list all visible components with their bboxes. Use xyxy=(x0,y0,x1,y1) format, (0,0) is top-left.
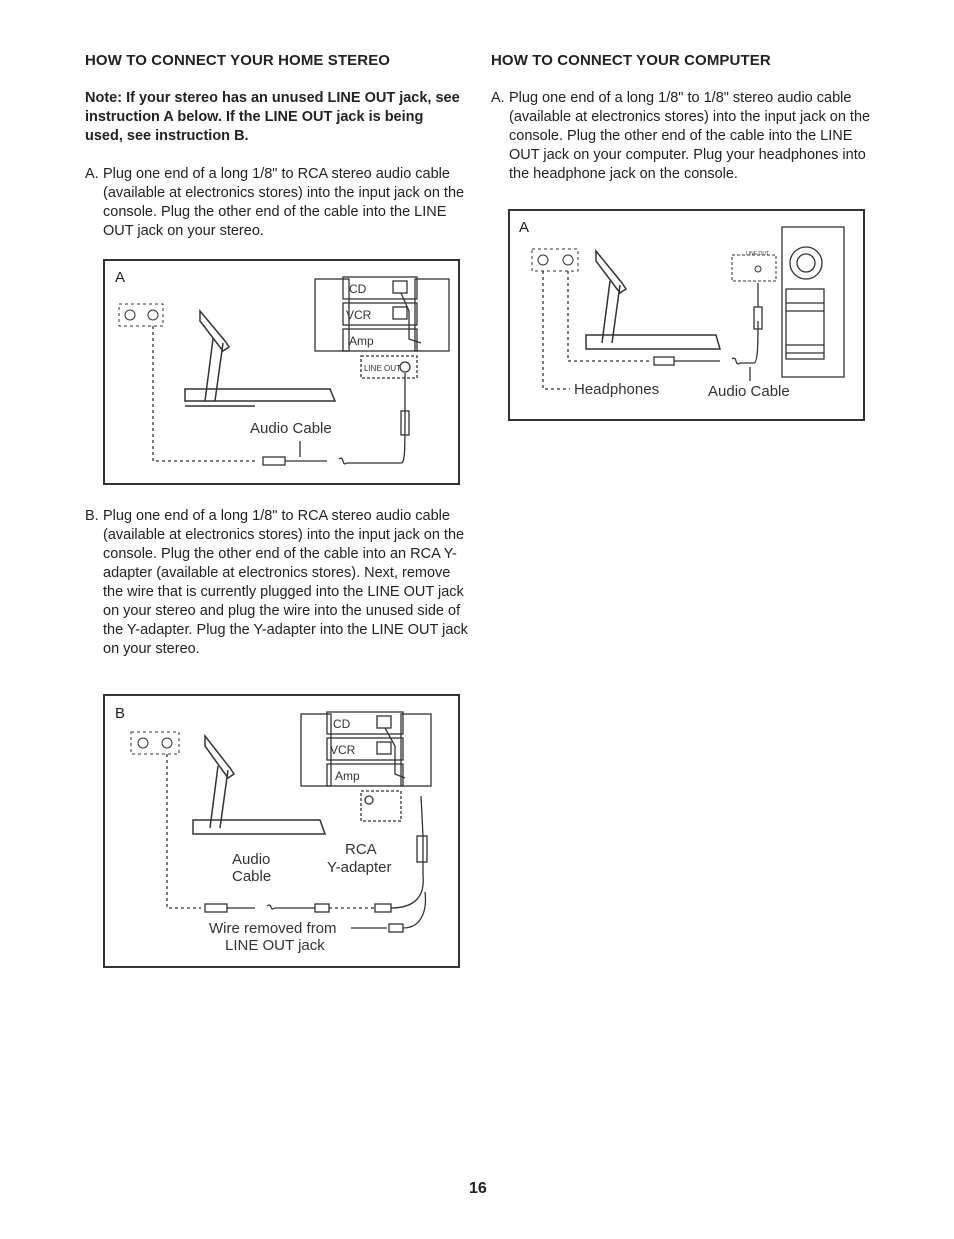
audio-cable-label: Audio Cable xyxy=(708,383,790,400)
page-number: 16 xyxy=(469,1180,487,1197)
input-jack-icon xyxy=(138,738,148,748)
stereo-step-b-text: Plug one end of a long 1/8" to RCA stereo audio cable (available at electronics stores) into the input jack on the console. Plug the other end of the cable into an RCA Y-adapter (available at electronics stores). Next, remove the wire that is currently plugged into the LINE OUT jack on your stereo and plug the wire into the unused side of the Y-adapter. Plug the Y-adapter into the LINE OUT jack on your stereo. xyxy=(103,508,468,657)
vcr-label: VCR xyxy=(330,743,356,757)
step-letter: A. xyxy=(491,90,505,106)
console-jack-box xyxy=(119,304,163,326)
figure-letter: B xyxy=(115,705,126,722)
lineout-label: LINE OUT xyxy=(364,364,401,373)
rca-label: RCA xyxy=(345,841,377,858)
cd-label: CD xyxy=(349,282,367,296)
console-jack-box xyxy=(532,249,578,271)
treadmill-icon xyxy=(193,736,325,834)
vcr-label: VCR xyxy=(346,308,372,322)
figure-letter: A xyxy=(115,269,126,286)
stereo-figure-b xyxy=(103,694,460,968)
computer-heading: HOW TO CONNECT YOUR COMPUTER xyxy=(491,52,771,69)
amp-label: Amp xyxy=(349,334,374,348)
audio-cable-label: Audio Cable xyxy=(250,420,332,437)
audio-cable-icon xyxy=(167,754,427,932)
computer-icon xyxy=(782,227,844,377)
audio-cable-icon xyxy=(543,271,762,389)
amp-label: Amp xyxy=(335,769,360,783)
headphone-jack-icon xyxy=(148,310,158,320)
lineout-label: LINE OUT xyxy=(746,251,770,257)
y-adapter-label: Y-adapter xyxy=(327,859,392,876)
cable-label: Cable xyxy=(232,868,272,885)
step-letter: B. xyxy=(85,508,99,524)
computer-step-a xyxy=(491,89,881,184)
computer-figure-a xyxy=(508,209,865,421)
stereo-heading: HOW TO CONNECT YOUR HOME STEREO xyxy=(85,52,391,69)
wire-removed-label: Wire removed from xyxy=(209,920,337,937)
stereo-note: Note: If your stereo has an unused LINE OUT jack, see instruction A below. If the LINE OUT jack is being used, see instruction B. xyxy=(85,90,460,144)
stereo-icon xyxy=(301,712,431,821)
stereo-step-a xyxy=(85,165,470,241)
headphone-jack-icon xyxy=(162,738,172,748)
computer-diagram-a xyxy=(510,211,867,423)
treadmill-icon xyxy=(185,311,335,406)
headphone-jack-icon xyxy=(563,255,573,265)
stereo-figure-a xyxy=(103,259,460,485)
lineout-jack-icon xyxy=(755,266,761,272)
computer-step-a-text: Plug one end of a long 1/8" to 1/8" stereo audio cable (available at electronics stores) into the input jack on the console. Plug the other end of the cable into the LINE OUT jack on your computer. Plug your headphones into the headphone jack on the console. xyxy=(509,90,871,182)
stereo-diagram-a xyxy=(105,261,462,487)
stereo-step-a-text: Plug one end of a long 1/8" to RCA stereo audio cable (available at electronics stores) into the input jack on the console. Plug the other end of the cable into the LINE OUT jack on your stereo. xyxy=(103,166,465,239)
step-letter: A. xyxy=(85,166,99,182)
treadmill-icon xyxy=(586,251,720,349)
input-jack-icon xyxy=(125,310,135,320)
stereo-icon xyxy=(315,277,449,378)
input-jack-icon xyxy=(538,255,548,265)
lineout-jack-box xyxy=(732,255,776,281)
stereo-step-b xyxy=(85,507,470,659)
figure-letter: A xyxy=(519,219,530,236)
headphones-label: Headphones xyxy=(574,381,660,398)
lineout-jack-label: LINE OUT jack xyxy=(225,937,325,954)
cd-label: CD xyxy=(333,717,351,731)
audio-label: Audio xyxy=(232,851,271,868)
stereo-diagram-b xyxy=(105,696,462,970)
